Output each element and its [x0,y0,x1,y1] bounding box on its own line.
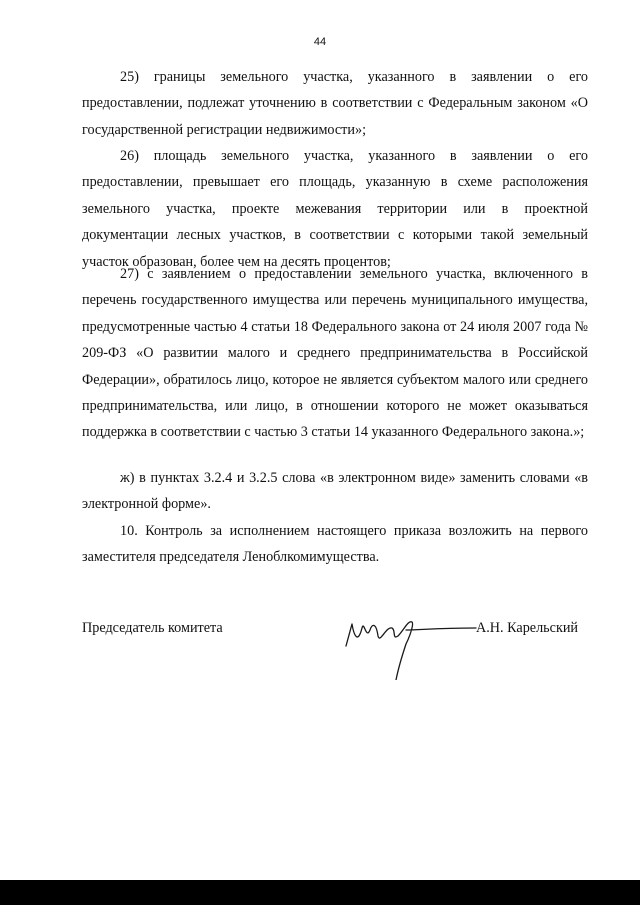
signatory-name: А.Н. Карельский [476,620,579,636]
signatory-title: Председатель комитета [82,620,223,636]
paragraph-25: 25) границы земельного участка, указанного в заявлении о его предоставлении, подлежат уточнению в соответствии с Федеральным законом «О государственной регистрации недвижимости»; [82,69,588,138]
scan-bottom-border [0,880,640,905]
paragraph-26: 26) площадь земельного участка, указанного в заявлении о его предоставлении, превышает его площадь, указанную в схеме расположения земельного участка, проекте межевания территории или в проектной документации лесных участков, в соответствии с которыми такой земельный участок образован, более чем на десять процентов; [82,148,588,270]
paragraph-10: 10. Контроль за исполнением настоящего приказа возложить на первого заместителя председателя Ленoблкомимущества. [82,523,588,566]
paragraph-27: 27) с заявлением о предоставлении земельного участка, включенного в перечень государственного имущества или перечень муниципального имущества, предусмотренные частью 4 статьи 18 Федерального закона от 24 июля 2007 года № 209-ФЗ «О развитии малого и среднего предпринимательства в Российской Федерации», обратилось лицо, которое не является субъектом малого или среднего предпринимательства, или лицо, в отношении которого не может оказываться поддержка в соответствии с частью 3 статьи 14 указанного Федерального закона.»; [82,266,588,441]
handwritten-signature [340,600,480,680]
paragraph-zh: ж) в пунктах 3.2.4 и 3.2.5 слова «в электронном виде» заменить словами «в электронной форме». [82,470,588,513]
signature-block [0,600,640,680]
page-number: 44 [313,36,327,48]
